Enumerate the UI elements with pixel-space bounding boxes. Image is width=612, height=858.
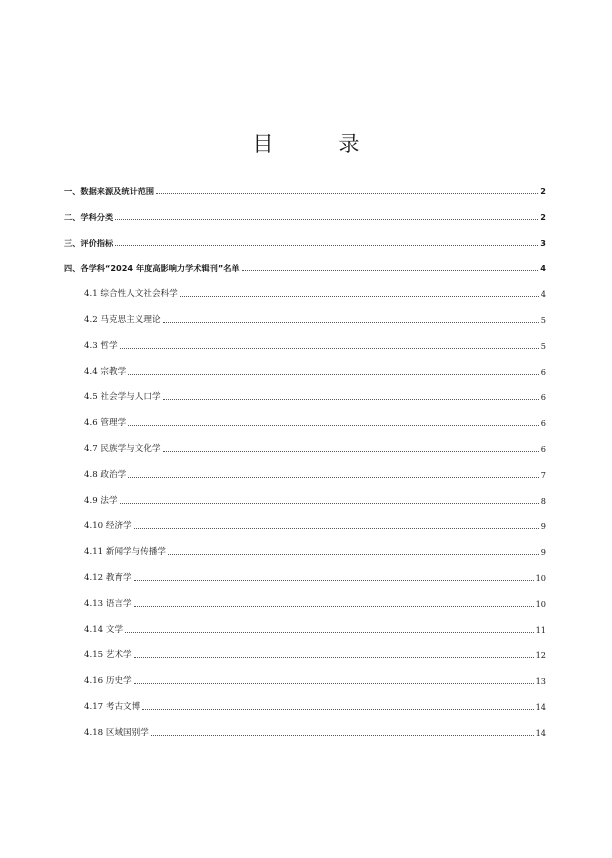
toc-entry[interactable]: [84, 441, 546, 455]
dot-leader: [120, 502, 539, 504]
toc-entry-label: 4.16 历史学: [84, 676, 132, 686]
dot-leader: [163, 321, 539, 323]
toc-entry-label: 四、各学科“2024 年度高影响力学术辑刊”名单: [64, 263, 240, 273]
toc-entry-label: 4.9 法学: [84, 496, 118, 506]
toc-entry[interactable]: [84, 647, 546, 661]
toc-entry[interactable]: [64, 260, 546, 274]
toc-entry[interactable]: [84, 389, 546, 403]
toc-entry-label: 4.4 宗教学: [84, 367, 127, 377]
toc-entry[interactable]: [84, 699, 546, 713]
toc-entry[interactable]: [64, 209, 546, 223]
toc-entry-page-number: 10: [535, 573, 546, 583]
toc-entry-page-number: 4: [540, 289, 546, 299]
toc-entry[interactable]: [84, 596, 546, 610]
dot-leader: [156, 192, 538, 194]
dot-leader: [134, 579, 534, 581]
toc-entry-label: 二、学科分类: [64, 212, 114, 222]
dot-leader: [134, 656, 534, 658]
dot-leader: [242, 269, 539, 271]
toc-entry-page-number: 6: [540, 418, 546, 428]
dot-leader: [163, 398, 539, 400]
toc-entry-label: 4.1 综合性人文社会科学: [84, 289, 178, 299]
dot-leader: [128, 476, 539, 478]
toc-entry-page-number: 2: [540, 212, 546, 222]
toc-entry[interactable]: [84, 286, 546, 300]
toc-entry[interactable]: [84, 312, 546, 326]
toc-entry[interactable]: [84, 673, 546, 687]
toc-entry-page-number: 5: [540, 341, 546, 351]
toc-entry-page-number: 13: [535, 676, 546, 686]
dot-leader: [142, 708, 533, 710]
toc-entry[interactable]: [84, 364, 546, 378]
toc-entry-label: 4.14 文学: [84, 625, 124, 635]
toc-entry-page-number: 8: [540, 496, 546, 506]
toc-entry-page-number: 12: [535, 650, 546, 660]
toc-entry-page-number: 4: [540, 263, 546, 273]
toc-entry[interactable]: [84, 518, 546, 532]
toc-entry-label: 4.18 区域国别学: [84, 728, 149, 738]
toc-entry-label: 一、数据来源及统计范围: [64, 186, 155, 196]
toc-entry-page-number: 9: [540, 547, 546, 557]
toc-entry-page-number: 6: [540, 367, 546, 377]
toc-entry-page-number: 9: [540, 521, 546, 531]
toc-entry[interactable]: [84, 415, 546, 429]
toc-entry-page-number: 6: [540, 444, 546, 454]
toc-entry[interactable]: [84, 467, 546, 481]
toc-entry-label: 4.15 艺术学: [84, 650, 132, 660]
toc-entry-page-number: 14: [535, 728, 546, 738]
toc-entry[interactable]: [64, 235, 546, 249]
toc-entry[interactable]: [64, 183, 546, 197]
toc-entry-label: 4.6 管理学: [84, 418, 127, 428]
dot-leader: [134, 527, 539, 529]
dot-leader: [128, 424, 539, 426]
toc-entry-page-number: 6: [540, 392, 546, 402]
dot-leader: [180, 295, 539, 297]
toc-entry-label: 4.11 新闻学与传播学: [84, 547, 167, 557]
toc-entry[interactable]: [84, 725, 546, 739]
toc-entry-page-number: 11: [535, 625, 546, 635]
dot-leader: [115, 244, 538, 246]
toc-entry-label: 4.8 政治学: [84, 470, 127, 480]
toc-entry-label: 4.5 社会学与人口学: [84, 392, 161, 402]
dot-leader: [151, 734, 534, 736]
dot-leader: [163, 450, 539, 452]
dot-leader: [128, 373, 539, 375]
toc-entry-label: 4.2 马克思主义理论: [84, 315, 161, 325]
toc-entry-label: 4.3 哲学: [84, 341, 118, 351]
toc-entry-label: 4.10 经济学: [84, 521, 132, 531]
toc-entry-page-number: 2: [540, 186, 546, 196]
page-title: 目 录: [252, 132, 382, 156]
dot-leader: [134, 605, 534, 607]
toc-entry[interactable]: [84, 570, 546, 584]
dot-leader: [125, 631, 534, 633]
toc-entry-page-number: 10: [535, 599, 546, 609]
toc-entry-page-number: 5: [540, 315, 546, 325]
toc-entry[interactable]: [84, 493, 546, 507]
toc-entry[interactable]: [84, 544, 546, 558]
dot-leader: [168, 553, 539, 555]
dot-leader: [134, 682, 534, 684]
toc-entry-label: 4.12 教育学: [84, 573, 132, 583]
toc-entry-label: 4.13 语言学: [84, 599, 132, 609]
toc-entry-label: 三、评价指标: [64, 238, 114, 248]
toc-entry-label: 4.17 考古文博: [84, 702, 141, 712]
toc-entry-page-number: 14: [535, 702, 546, 712]
toc-entry[interactable]: [84, 338, 546, 352]
dot-leader: [115, 218, 538, 220]
dot-leader: [120, 347, 539, 349]
toc-entry-page-number: 7: [540, 470, 546, 480]
toc-entry-page-number: 3: [540, 238, 546, 248]
toc-entry[interactable]: [84, 622, 546, 636]
toc-entry-label: 4.7 民族学与文化学: [84, 444, 161, 454]
